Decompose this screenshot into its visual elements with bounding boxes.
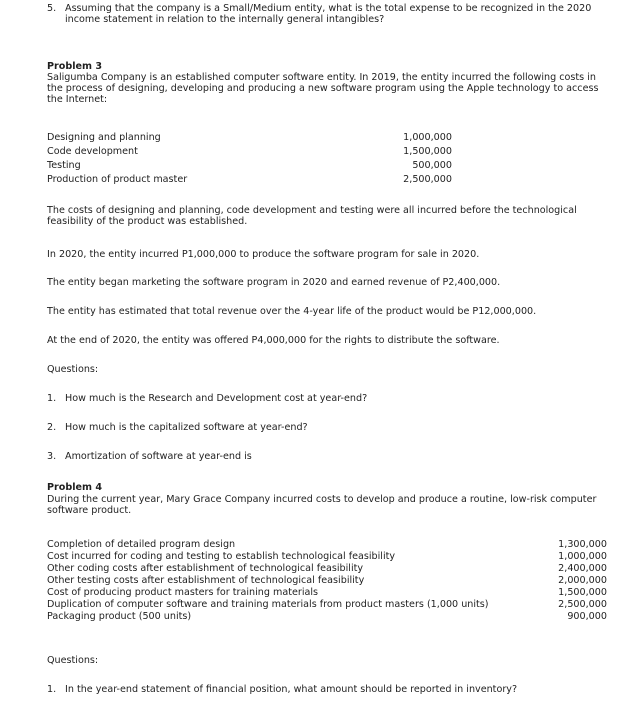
cost-label: Cost incurred for coding and testing to establish technological feasibility xyxy=(47,551,396,562)
problem3-paragraph: At the end of 2020, the entity was offered P4,000,000 for the rights to distribute the software. xyxy=(47,335,500,346)
question-text: How much is the Research and Development cost at year-end? xyxy=(65,393,368,404)
cost-value: 1,500,000 xyxy=(558,587,607,598)
cost-label: Cost of producing product masters for training materials xyxy=(47,587,319,598)
cost-value: 2,500,000 xyxy=(558,599,607,610)
cost-value: 900,000 xyxy=(567,611,607,622)
problem3-title: Problem 3 xyxy=(47,61,103,72)
cost-value: 2,400,000 xyxy=(558,563,607,574)
cost-label: Testing xyxy=(47,160,81,171)
cost-label: Production of product master xyxy=(47,174,188,185)
problem4-title: Problem 4 xyxy=(47,482,103,493)
cost-value: 1,000,000 xyxy=(558,551,607,562)
questions-label: Questions: xyxy=(47,364,99,375)
problem3-intro: Saligumba Company is an established computer software entity. In 2019, the entity incurred the following costs in the process of designing, developing and producing a new software program using the Apple technology to access the Internet: xyxy=(47,72,599,105)
question-number: 1. xyxy=(47,393,57,404)
question-text: How much is the capitalized software at year-end? xyxy=(65,422,308,433)
questions-label: Questions: xyxy=(47,655,99,666)
cost-value: 2,000,000 xyxy=(558,575,607,586)
cost-label: Other coding costs after establishment of technological feasibility xyxy=(47,563,364,574)
cost-label: Other testing costs after establishment of technological feasibility xyxy=(47,575,365,586)
cost-label: Designing and planning xyxy=(47,132,161,143)
question-number: 5. xyxy=(47,3,57,14)
cost-value: 1,500,000 xyxy=(403,146,452,157)
question-text: In the year-end statement of financial position, what amount should be reported in inventory? xyxy=(65,684,518,695)
problem3-paragraph: The entity began marketing the software program in 2020 and earned revenue of P2,400,000. xyxy=(47,277,501,288)
problem3-paragraph: In 2020, the entity incurred P1,000,000 to produce the software program for sale in 2020. xyxy=(47,249,480,260)
question-number: 2. xyxy=(47,422,57,433)
question-text: Assuming that the company is a Small/Medium entity, what is the total expense to be recognized in the 2020 income statement in relation to the internally general intangibles? xyxy=(65,3,592,25)
problem3-paragraph: The costs of designing and planning, code development and testing were all incurred before the technological feasibility of the product was established. xyxy=(47,205,577,227)
question-text: Amortization of software at year-end is xyxy=(65,451,252,462)
problem4-intro: During the current year, Mary Grace Company incurred costs to develop and produce a routine, low-risk computer software product. xyxy=(47,494,597,516)
question-number: 1. xyxy=(47,684,57,695)
cost-label: Completion of detailed program design xyxy=(47,539,236,550)
cost-value: 2,500,000 xyxy=(403,174,452,185)
cost-value: 1,300,000 xyxy=(558,539,607,550)
cost-label: Packaging product (500 units) xyxy=(47,611,192,622)
cost-value: 500,000 xyxy=(412,160,452,171)
question-number: 3. xyxy=(47,451,57,462)
cost-value: 1,000,000 xyxy=(403,132,452,143)
problem3-paragraph: The entity has estimated that total revenue over the 4-year life of the product would be P12,000,000. xyxy=(47,306,537,317)
cost-label: Duplication of computer software and training materials from product masters (1,000 units) xyxy=(47,599,489,610)
cost-label: Code development xyxy=(47,146,138,157)
